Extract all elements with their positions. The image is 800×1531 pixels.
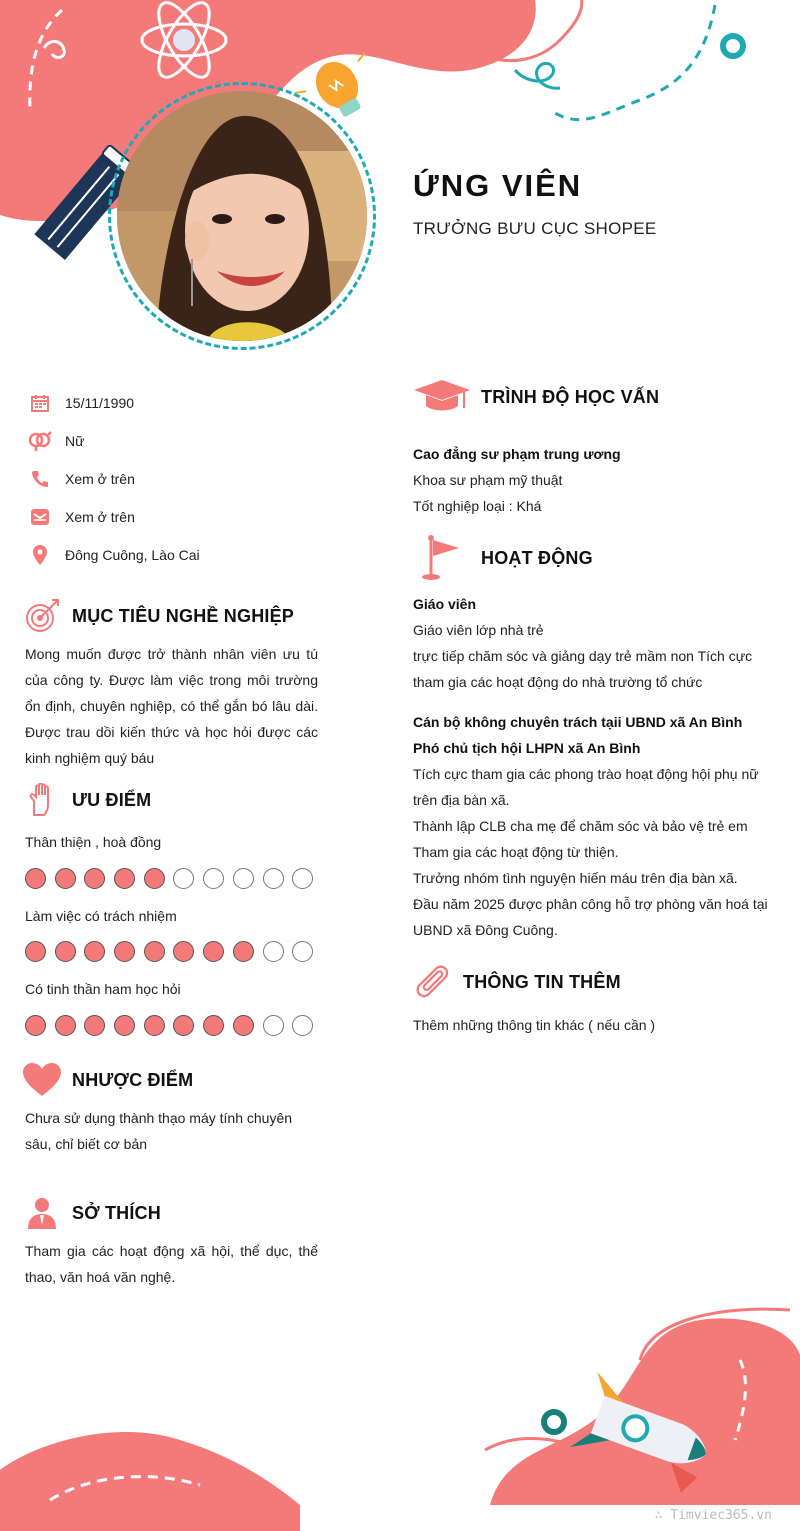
objective-heading bbox=[22, 596, 294, 636]
rating-dot-empty bbox=[292, 868, 313, 889]
activity-group bbox=[413, 709, 775, 943]
activity-line: Tham gia các hoạt động từ thiện. bbox=[413, 844, 619, 860]
phone-text: Xem ở trên bbox=[65, 471, 135, 487]
education-title: TRÌNH ĐỘ HỌC VẤN bbox=[481, 386, 660, 407]
activity-line: Đầu năm 2025 được phân công hỗ trợ phòng văn hoá tại UBND xã Đông Cuông. bbox=[413, 896, 768, 938]
skill-label: Có tinh thần ham học hỏi bbox=[25, 981, 181, 997]
education-school: Cao đẳng sư phạm trung ương bbox=[413, 446, 621, 462]
more-info-title: THÔNG TIN THÊM bbox=[463, 971, 621, 992]
rating-dot-filled bbox=[84, 1015, 105, 1036]
objective-title: MỤC TIÊU NGHỀ NGHIỆP bbox=[72, 605, 295, 626]
address-text: Đông Cuông, Lào Cai bbox=[65, 547, 200, 563]
activity-line: Tích cực tham gia các phong trào hoạt động hội phụ nữ trên địa bàn xã. bbox=[413, 766, 759, 808]
hobbies-text: Tham gia các hoạt động xã hội, thể dục, thể thao, văn hoá văn nghệ. bbox=[25, 1243, 318, 1285]
rating-dot-filled bbox=[25, 868, 46, 889]
rating-dot-filled bbox=[144, 1015, 165, 1036]
email-text: Xem ở trên bbox=[65, 509, 135, 525]
rating-dot-filled bbox=[203, 941, 224, 962]
footer-decoration bbox=[0, 1300, 800, 1531]
activity-group bbox=[413, 591, 775, 695]
rating-dot-empty bbox=[263, 941, 284, 962]
gender-icon bbox=[28, 429, 52, 453]
rating-dot-filled bbox=[114, 1015, 135, 1036]
contact-item-birthdate bbox=[28, 384, 328, 422]
education-line: Tốt nghiệp loại : Khá bbox=[413, 498, 542, 514]
gender-text: Nữ bbox=[65, 433, 85, 449]
education-details bbox=[413, 441, 775, 519]
rating-dot-filled bbox=[55, 941, 76, 962]
more-info-text: Thêm những thông tin khác ( nếu cần ) bbox=[413, 1017, 656, 1033]
rating-dot-filled bbox=[173, 941, 194, 962]
activities-title: HOẠT ĐỘNG bbox=[481, 547, 593, 568]
rating-dot-filled bbox=[203, 1015, 224, 1036]
skill-rating bbox=[25, 1015, 322, 1036]
contact-item-gender bbox=[28, 422, 328, 460]
weaknesses-title: NHƯỢC ĐIỂM bbox=[72, 1069, 194, 1090]
activity-header: Cán bộ không chuyên trách tạii UBND xã An Bình bbox=[413, 714, 743, 730]
rating-dot-filled bbox=[55, 1015, 76, 1036]
rating-dot-filled bbox=[114, 941, 135, 962]
avatar bbox=[117, 91, 367, 341]
more-info-heading bbox=[413, 962, 621, 1002]
activity-line: trực tiếp chăm sóc và giảng dạy trẻ mầm non Tích cực tham gia các hoạt động do nhà trường tổ chức bbox=[413, 648, 753, 690]
rating-dot-empty bbox=[173, 868, 194, 889]
rating-dot-filled bbox=[25, 1015, 46, 1036]
person-icon bbox=[22, 1193, 62, 1233]
calendar-icon bbox=[28, 391, 52, 415]
graduation-cap-icon bbox=[413, 377, 471, 417]
strengths-heading bbox=[22, 780, 151, 820]
rating-dot-empty bbox=[263, 1015, 284, 1036]
rating-dot-filled bbox=[233, 1015, 254, 1036]
hobbies-heading bbox=[22, 1193, 161, 1233]
skill-label: Làm việc có trách nhiệm bbox=[25, 908, 177, 924]
education-line: Khoa sư phạm mỹ thuật bbox=[413, 472, 563, 488]
weaknesses-heading bbox=[22, 1060, 193, 1100]
rating-dot-filled bbox=[25, 941, 46, 962]
birthdate-text: 15/11/1990 bbox=[65, 395, 135, 411]
contact-list bbox=[28, 384, 328, 574]
rating-dot-empty bbox=[292, 1015, 313, 1036]
paperclip-icon bbox=[413, 962, 453, 1002]
activity-line: Giáo viên lớp nhà trẻ bbox=[413, 622, 544, 638]
hand-icon bbox=[22, 780, 62, 820]
rating-dot-filled bbox=[144, 868, 165, 889]
activity-header: Phó chủ tịch hội LHPN xã An Bình bbox=[413, 740, 641, 756]
activities-heading bbox=[413, 538, 593, 578]
activity-line: Trưởng nhóm tình nguyện hiến máu trên địa bàn xã. bbox=[413, 870, 738, 886]
skill-rating bbox=[25, 941, 322, 962]
skill-label: Thân thiện , hoà đồng bbox=[25, 834, 162, 850]
location-pin-icon bbox=[28, 543, 52, 567]
rating-dot-empty bbox=[233, 868, 254, 889]
weaknesses-text: Chưa sử dụng thành thạo máy tính chuyên sâu, chỉ biết cơ bản bbox=[25, 1110, 293, 1152]
activity-line: Thành lập CLB cha mẹ để chăm sóc và bảo vệ trẻ em bbox=[413, 818, 748, 834]
rating-dot-filled bbox=[233, 941, 254, 962]
rating-dot-filled bbox=[114, 868, 135, 889]
activity-header: Giáo viên bbox=[413, 596, 477, 612]
rating-dot-empty bbox=[203, 868, 224, 889]
objective-text: Mong muốn được trở thành nhân viên ưu tú của công ty. Được làm việc trong môi trường ổn định, chuyên nghiệp, có thể gắn bó lâu dài. Được trau dồi kiến thức và học hỏi được các kinh nghiệm quý báu bbox=[25, 646, 318, 766]
watermark: ∴ Timviec365.vn bbox=[654, 1508, 772, 1523]
rating-dot-filled bbox=[55, 868, 76, 889]
candidate-position: TRƯỞNG BƯU CỤC SHOPEE bbox=[413, 219, 657, 238]
rating-dot-empty bbox=[263, 868, 284, 889]
contact-item-address bbox=[28, 536, 328, 574]
heart-icon bbox=[22, 1060, 62, 1100]
candidate-name: ỨNG VIÊN bbox=[413, 168, 583, 203]
email-icon bbox=[28, 505, 52, 529]
rating-dot-filled bbox=[173, 1015, 194, 1036]
contact-item-email bbox=[28, 498, 328, 536]
education-heading bbox=[413, 377, 659, 417]
rating-dot-filled bbox=[84, 941, 105, 962]
hobbies-title: SỞ THÍCH bbox=[72, 1202, 161, 1223]
phone-icon bbox=[28, 467, 52, 491]
skill-rating bbox=[25, 868, 322, 889]
strengths-title: ƯU ĐIỂM bbox=[72, 789, 152, 810]
rating-dot-filled bbox=[84, 868, 105, 889]
rating-dot-empty bbox=[292, 941, 313, 962]
contact-item-phone bbox=[28, 460, 328, 498]
rating-dot-filled bbox=[144, 941, 165, 962]
flag-icon bbox=[413, 538, 461, 578]
target-icon bbox=[22, 596, 62, 636]
